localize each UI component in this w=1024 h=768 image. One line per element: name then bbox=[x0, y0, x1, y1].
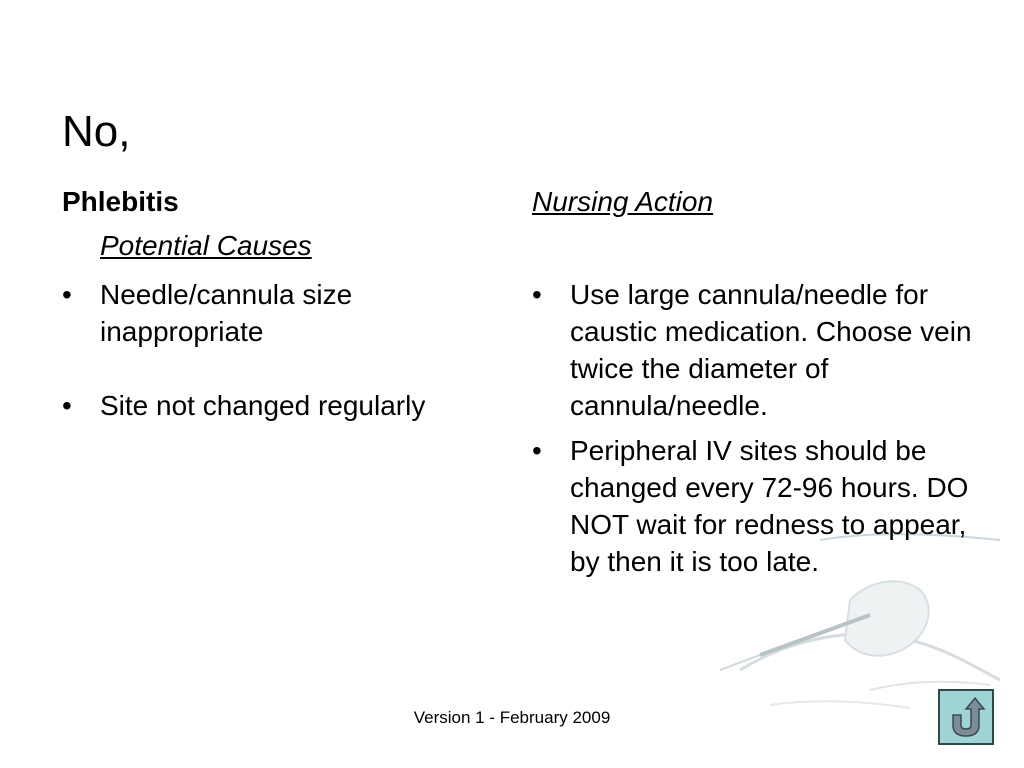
action-text: Use large cannula/needle for caustic medication. Choose vein twice the diameter of cannula/needle. bbox=[570, 279, 972, 421]
nursing-action-list bbox=[532, 276, 972, 588]
return-button[interactable] bbox=[938, 689, 994, 745]
cause-text: Site not changed regularly bbox=[100, 390, 426, 421]
u-turn-return-icon bbox=[944, 695, 988, 739]
bullet-icon: • bbox=[532, 435, 542, 466]
list-item bbox=[62, 387, 462, 424]
bullet-icon: • bbox=[62, 390, 72, 421]
action-text: Peripheral IV sites should be changed every 72-96 hours. DO NOT wait for redness to appear, by then it is too late. bbox=[570, 435, 969, 577]
list-item bbox=[532, 276, 972, 424]
condition-heading: Phlebitis bbox=[62, 186, 179, 217]
causes-list bbox=[62, 276, 462, 461]
cause-text: Needle/cannula size inappropriate bbox=[100, 279, 353, 347]
version-footer: Version 1 - February 2009 bbox=[413, 708, 611, 727]
potential-causes-heading: Potential Causes bbox=[100, 230, 312, 261]
list-item bbox=[532, 432, 972, 580]
list-item bbox=[62, 276, 462, 350]
bullet-icon: • bbox=[62, 279, 72, 310]
slide-title: No, bbox=[62, 107, 131, 156]
bullet-icon: • bbox=[532, 279, 542, 310]
nursing-action-heading: Nursing Action bbox=[532, 186, 714, 217]
